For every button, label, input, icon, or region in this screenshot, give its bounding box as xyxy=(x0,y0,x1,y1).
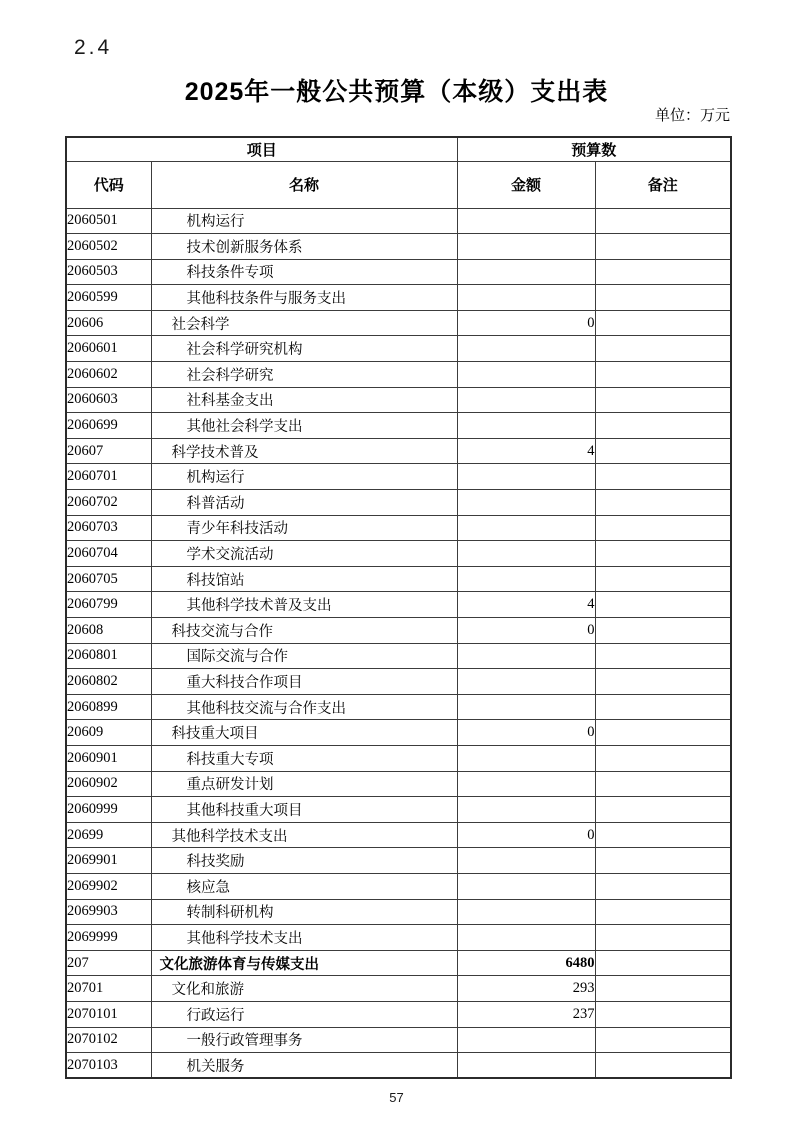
table-row xyxy=(66,515,731,541)
code-cell: 20699 xyxy=(66,822,151,848)
amount-cell xyxy=(457,797,595,823)
remark-cell xyxy=(595,1001,731,1027)
code-cell: 2060699 xyxy=(66,413,151,439)
code-cell: 2070101 xyxy=(66,1001,151,1027)
amount-cell xyxy=(457,771,595,797)
name-cell: 其他科技重大项目 xyxy=(151,797,457,823)
remark-cell xyxy=(595,720,731,746)
table-row xyxy=(66,310,731,336)
remark-cell xyxy=(595,873,731,899)
unit-label: 单位：万元 xyxy=(654,108,730,124)
table-row xyxy=(66,822,731,848)
remark-cell xyxy=(595,541,731,567)
remark-cell xyxy=(595,976,731,1002)
amount-cell xyxy=(457,490,595,516)
name-cell: 机构运行 xyxy=(151,464,457,490)
code-cell: 2060601 xyxy=(66,336,151,362)
code-cell: 2060705 xyxy=(66,566,151,592)
name-cell: 其他科学技术支出 xyxy=(151,822,457,848)
name-cell: 其他科技交流与合作支出 xyxy=(151,694,457,720)
table-row xyxy=(66,541,731,567)
code-cell: 2070103 xyxy=(66,1053,151,1079)
name-cell: 社会科学研究 xyxy=(151,362,457,388)
name-cell: 机构运行 xyxy=(151,208,457,234)
amount-cell: 237 xyxy=(457,1001,595,1027)
name-cell: 科普活动 xyxy=(151,490,457,516)
table-row xyxy=(66,643,731,669)
code-cell: 2060503 xyxy=(66,259,151,285)
remark-cell xyxy=(595,771,731,797)
page-number: 57 xyxy=(389,1090,404,1105)
section-number: 2.4 xyxy=(74,36,113,59)
table-row xyxy=(66,1001,731,1027)
name-cell: 社会科学研究机构 xyxy=(151,336,457,362)
table-row xyxy=(66,925,731,951)
amount-cell xyxy=(457,234,595,260)
code-cell: 20606 xyxy=(66,310,151,336)
header-column-row xyxy=(66,161,731,208)
code-cell: 2060502 xyxy=(66,234,151,260)
table-row xyxy=(66,1027,731,1053)
remark-cell xyxy=(595,413,731,439)
remark-cell xyxy=(595,234,731,260)
code-cell: 2060802 xyxy=(66,669,151,695)
table-row xyxy=(66,976,731,1002)
amount-cell xyxy=(457,362,595,388)
amount-cell xyxy=(457,515,595,541)
amount-cell xyxy=(457,259,595,285)
remark-cell xyxy=(595,387,731,413)
table-row xyxy=(66,259,731,285)
table-row xyxy=(66,285,731,311)
amount-cell: 4 xyxy=(457,592,595,618)
table-row xyxy=(66,208,731,234)
remark-cell xyxy=(595,336,731,362)
table-row xyxy=(66,566,731,592)
amount-cell xyxy=(457,413,595,439)
name-cell: 技术创新服务体系 xyxy=(151,234,457,260)
name-cell: 其他科技条件与服务支出 xyxy=(151,285,457,311)
remark-cell xyxy=(595,618,731,644)
header-remark: 备注 xyxy=(595,161,731,208)
code-cell: 2060599 xyxy=(66,285,151,311)
amount-cell xyxy=(457,745,595,771)
name-cell: 一般行政管理事务 xyxy=(151,1027,457,1053)
remark-cell xyxy=(595,566,731,592)
table-row xyxy=(66,618,731,644)
code-cell: 20701 xyxy=(66,976,151,1002)
remark-cell xyxy=(595,1027,731,1053)
remark-cell xyxy=(595,464,731,490)
table-row xyxy=(66,745,731,771)
amount-cell xyxy=(457,1027,595,1053)
name-cell: 科技馆站 xyxy=(151,566,457,592)
header-group-item: 项目 xyxy=(66,137,457,161)
name-cell: 核应急 xyxy=(151,873,457,899)
name-cell: 科技交流与合作 xyxy=(151,618,457,644)
amount-cell xyxy=(457,669,595,695)
table-row xyxy=(66,950,731,976)
amount-cell xyxy=(457,643,595,669)
amount-cell xyxy=(457,899,595,925)
code-cell: 2060704 xyxy=(66,541,151,567)
code-cell: 2060901 xyxy=(66,745,151,771)
code-cell: 2060801 xyxy=(66,643,151,669)
name-cell: 其他科学技术普及支出 xyxy=(151,592,457,618)
table-row xyxy=(66,234,731,260)
header-amount: 金额 xyxy=(457,161,595,208)
remark-cell xyxy=(595,925,731,951)
code-cell: 2060703 xyxy=(66,515,151,541)
name-cell: 科技重大专项 xyxy=(151,745,457,771)
name-cell: 科技重大项目 xyxy=(151,720,457,746)
remark-cell xyxy=(595,822,731,848)
name-cell: 科学技术普及 xyxy=(151,438,457,464)
amount-cell: 293 xyxy=(457,976,595,1002)
remark-cell xyxy=(595,515,731,541)
code-cell: 2069903 xyxy=(66,899,151,925)
code-cell: 2060501 xyxy=(66,208,151,234)
remark-cell xyxy=(595,490,731,516)
table-row xyxy=(66,362,731,388)
code-cell: 2060899 xyxy=(66,694,151,720)
name-cell: 其他社会科学支出 xyxy=(151,413,457,439)
code-cell: 2060602 xyxy=(66,362,151,388)
name-cell: 科技奖励 xyxy=(151,848,457,874)
header-group-budget: 预算数 xyxy=(457,137,731,161)
amount-cell xyxy=(457,566,595,592)
name-cell: 社科基金支出 xyxy=(151,387,457,413)
remark-cell xyxy=(595,592,731,618)
table-row xyxy=(66,899,731,925)
amount-cell xyxy=(457,387,595,413)
name-cell: 机关服务 xyxy=(151,1053,457,1079)
name-cell: 学术交流活动 xyxy=(151,541,457,567)
name-cell: 文化和旅游 xyxy=(151,976,457,1002)
budget-table xyxy=(65,136,732,1079)
code-cell: 20607 xyxy=(66,438,151,464)
remark-cell xyxy=(595,285,731,311)
header-code: 代码 xyxy=(66,161,151,208)
name-cell: 国际交流与合作 xyxy=(151,643,457,669)
code-cell: 2060701 xyxy=(66,464,151,490)
code-cell: 2060902 xyxy=(66,771,151,797)
table-row xyxy=(66,771,731,797)
name-cell: 青少年科技活动 xyxy=(151,515,457,541)
header-group-row xyxy=(66,137,731,161)
remark-cell xyxy=(595,1053,731,1079)
table-row xyxy=(66,669,731,695)
amount-cell: 0 xyxy=(457,720,595,746)
amount-cell xyxy=(457,541,595,567)
name-cell: 重大科技合作项目 xyxy=(151,669,457,695)
table-body xyxy=(66,208,731,1078)
table-row xyxy=(66,387,731,413)
remark-cell xyxy=(595,208,731,234)
remark-cell xyxy=(595,848,731,874)
table-row xyxy=(66,1053,731,1079)
table-row xyxy=(66,720,731,746)
code-cell: 207 xyxy=(66,950,151,976)
table-row xyxy=(66,797,731,823)
name-cell: 科技条件专项 xyxy=(151,259,457,285)
amount-cell: 0 xyxy=(457,822,595,848)
table-row xyxy=(66,873,731,899)
remark-cell xyxy=(595,259,731,285)
amount-cell: 0 xyxy=(457,310,595,336)
name-cell: 行政运行 xyxy=(151,1001,457,1027)
remark-cell xyxy=(595,362,731,388)
code-cell: 20609 xyxy=(66,720,151,746)
name-cell: 转制科研机构 xyxy=(151,899,457,925)
amount-cell: 4 xyxy=(457,438,595,464)
amount-cell: 6480 xyxy=(457,950,595,976)
amount-cell xyxy=(457,464,595,490)
code-cell: 2060999 xyxy=(66,797,151,823)
amount-cell xyxy=(457,848,595,874)
amount-cell xyxy=(457,285,595,311)
amount-cell xyxy=(457,873,595,899)
remark-cell xyxy=(595,643,731,669)
table-row xyxy=(66,413,731,439)
name-cell: 重点研发计划 xyxy=(151,771,457,797)
code-cell: 2060603 xyxy=(66,387,151,413)
header-name: 名称 xyxy=(151,161,457,208)
table-row xyxy=(66,848,731,874)
code-cell: 2070102 xyxy=(66,1027,151,1053)
amount-cell: 0 xyxy=(457,618,595,644)
code-cell: 2069902 xyxy=(66,873,151,899)
table-row xyxy=(66,464,731,490)
amount-cell xyxy=(457,336,595,362)
code-cell: 2069999 xyxy=(66,925,151,951)
page-title: 2025年一般公共预算（本级）支出表 xyxy=(184,78,609,106)
remark-cell xyxy=(595,899,731,925)
name-cell: 文化旅游体育与传媒支出 xyxy=(151,950,457,976)
table-row xyxy=(66,336,731,362)
amount-cell xyxy=(457,208,595,234)
table-row xyxy=(66,490,731,516)
table-header xyxy=(66,137,731,208)
code-cell: 20608 xyxy=(66,618,151,644)
table-row xyxy=(66,592,731,618)
name-cell: 社会科学 xyxy=(151,310,457,336)
name-cell: 其他科学技术支出 xyxy=(151,925,457,951)
amount-cell xyxy=(457,1053,595,1079)
amount-cell xyxy=(457,694,595,720)
remark-cell xyxy=(595,797,731,823)
remark-cell xyxy=(595,950,731,976)
code-cell: 2069901 xyxy=(66,848,151,874)
table-row xyxy=(66,438,731,464)
amount-cell xyxy=(457,925,595,951)
code-cell: 2060799 xyxy=(66,592,151,618)
remark-cell xyxy=(595,694,731,720)
table-row xyxy=(66,694,731,720)
remark-cell xyxy=(595,669,731,695)
code-cell: 2060702 xyxy=(66,490,151,516)
remark-cell xyxy=(595,438,731,464)
remark-cell xyxy=(595,745,731,771)
remark-cell xyxy=(595,310,731,336)
